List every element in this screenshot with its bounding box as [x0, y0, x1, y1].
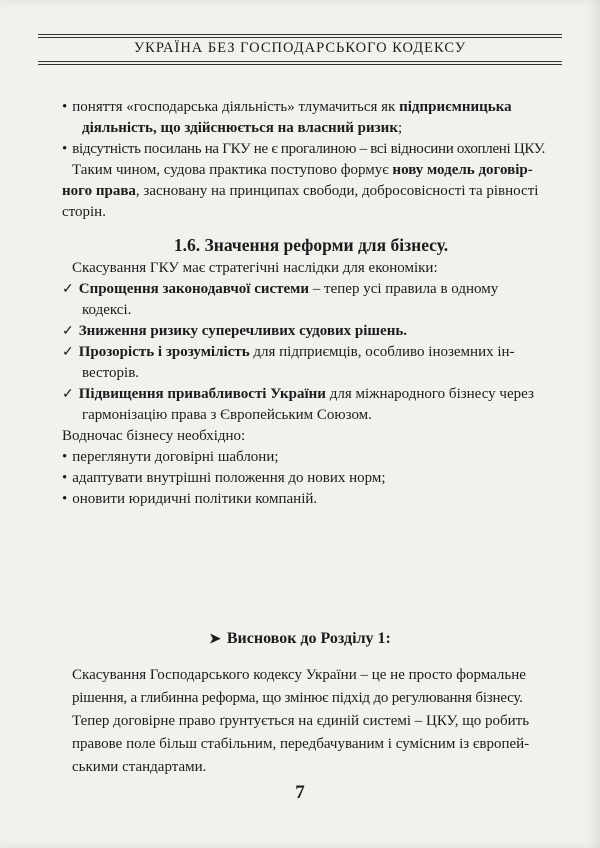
paragraph: Таким чином, судова практика поступово формує нову модель договір- — [72, 162, 533, 178]
conclusion-line: рішення, а глибинна реформа, що змінює підхід до регулювання бізнесу. — [72, 690, 523, 706]
arrow-right-icon: ➤ — [209, 632, 221, 647]
list-item: • адаптувати внутрішні положення до нових норм; — [62, 468, 560, 489]
header-rule — [38, 61, 562, 62]
conclusion-text — [72, 664, 560, 779]
check-item-continuation: весторів. — [82, 365, 140, 381]
check-item: ✓ Зниження ризику суперечливих судових рішень. — [62, 321, 560, 342]
check-item: ✓ Підвищення привабливості України для міжнародного бізнесу через — [62, 384, 560, 405]
conclusion-line: Скасування Господарського кодексу України – це не просто формальне — [72, 667, 526, 683]
header-rule — [38, 64, 562, 65]
conclusion-line: Тепер договірне право ґрунтується на єдиній системі – ЦКУ, що робить — [72, 713, 530, 729]
header-rule — [38, 34, 562, 35]
list-item: • відсутність посилань на ГКУ не є прогалиною – всі відносини охоплені ЦКУ. — [62, 139, 560, 160]
list-item: • оновити юридичні політики компаній. — [62, 489, 560, 510]
conclusion-line: ськими стандартами. — [72, 759, 207, 775]
list-item: • переглянути договірні шаблони; — [62, 447, 560, 468]
header-rule — [38, 37, 562, 38]
paragraph: Скасування ГКУ має стратегічні наслідки для економіки: — [72, 260, 438, 276]
paragraph: Водночас бізнесу необхідно: — [62, 428, 246, 444]
list-item: • поняття «господарська діяльність» тлумачиться як підприємницька — [62, 97, 560, 118]
header-title: УКРАЇНА БЕЗ ГОСПОДАРСЬКОГО КОДЕКСУ — [133, 40, 467, 56]
paragraph-line: сторін. — [62, 204, 106, 220]
section-heading: 1.6. Значення реформи для бізнесу. — [173, 235, 449, 255]
check-item-continuation: гармонізацію права з Європейським Союзом. — [82, 407, 372, 423]
check-item: ✓ Спрощення законодавчої системи – тепер усі правила в одному — [62, 279, 560, 300]
check-item-continuation: кодексі. — [82, 302, 132, 318]
page-body — [62, 97, 560, 510]
paragraph-line: ного права, засновану на принципах свободи, добросовісності та рівності — [62, 183, 539, 199]
page-number: 7 — [295, 782, 305, 803]
conclusion-line: правове поле більш стабільним, передбачуваним і сумісним із європей- — [72, 736, 530, 752]
list-item-continuation: діяльність, що здійснюється на власний ризик; — [82, 120, 403, 136]
conclusion-heading: ➤ Висновок до Розділу 1: — [209, 630, 391, 647]
check-item: ✓ Прозорість і зрозумілість для підприємців, особливо іноземних ін- — [62, 342, 560, 363]
